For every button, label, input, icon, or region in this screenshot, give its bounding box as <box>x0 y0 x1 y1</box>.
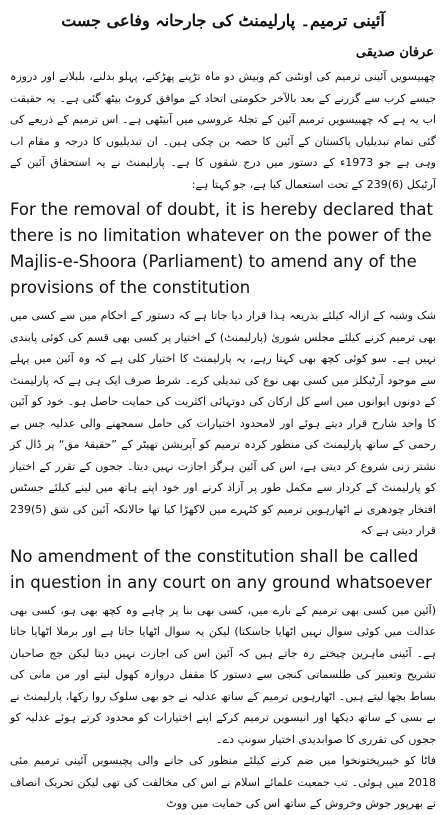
paragraph-fata: فاٹا کو خیبرپختونخوا میں ضم کرنے کیلئے منظور کی جانے والی پچیسویں آئینی ترمیم مئی 2018 میں ہوئی۔ تب جمعیت علمائے اسلام نے اس کی مخالفت کی تھی لیکن تحریک انصاف نے بھرپور جوش وخروش کے ساتھ اس کی حمایت میں ووٹ <box>10 754 436 810</box>
quote-article-239-5: No amendment of the constitution shall be called in question in any court on any ground whatsoever <box>10 546 432 592</box>
paragraph-parliament-power: شک وشبہ کے ازالہ کیلئے بذریعہ ہذا قرار دیا جاتا ہے کہ دستور کے احکام میں سے کسی میں بھی ترمیم کرنے کیلئے مجلس شوریٰ (پارلیمنٹ) کے اختیار پر کسی بھی قسم کی کوئی پابندی نہیں ہے۔ سو کوئی کچھ بھی کہتا رہے، یہ پارلیمنٹ کا اختیار کلی ہے کہ وہ آئین میں پہلے سے موجود آرٹیکلز میں کسی بھی نوع کی تبدیلی کرے۔ شرط صرف ایک ہی ہے کہ پارلیمنٹ کے دونوں ایوانوں میں اسے کل ارکان کی دوتہائی اکثریت کی حمایت حاصل ہو۔ خود کو آئین کا واحد شارح قرار دیتے ہوئے اور لامحدود اختیارات کی حامل سمجھنے والی عدلیہ جس بے رحمی کے ساتھ پارلیمنٹ کی منظور کردہ ترمیم کو آپریشن تھیٹر کے ”حقیقۂ مق“ پر ڈال کر نشتر زنی شروع کر دیتی ہے، اس کی آئین ہرگز اجازت نہیں دیتا۔ ججوں کے تقرر کے اختیار کو پارلیمنٹ کے کردار سے مکمل طور پر آزاد کرنے اور خود اپنے ہاتھ میں لینے کیلئے جسٹس افتخار چودھری نے اٹھارہویں ترمیم کو کٹہرے میں لاکھڑا کیا تھا حالانکہ آئین کی شق (5)239 قرار دیتی ہے کہ <box>10 309 436 537</box>
paragraph-judiciary: (آئین میں کسی بھی ترمیم کے بارے میں، کسی بھی بنا پر چاہے وہ کچھ بھی ہو، کسی بھی عدالت میں کوئی سوال نہیں اٹھایا جاسکتا) لیکن یہ سوال اٹھایا جاتا ہے اور برملا اٹھایا جاتا ہے۔ آئینی ماہرین چیختے رہ جاتے ہیں کہ آئین اس کی اجازت نہیں دیتا لیکن جج صاحبان تشریح وتعبیر کی طلسماتی کنجی سے دستور کا مقفل دروازہ کھول لیتے اور من مانی کی بساط بچھا لیتے ہیں۔ اٹھارہویں ترمیم کے ساتھ عدلیہ نے جو بھی سلوک روا رکھا، پارلیمنٹ نے بے بسی کے ساتھ دیکھا اور انیسویں ترمیم کرکے اپنے اختیارات کو محدود کرتے ہوئے عدلیہ کو ججوں کی تقرری کا صوابدیدی اختیار سونپ دے۔ <box>10 603 436 746</box>
quote-article-239-6: For the removal of doubt, it is hereby declared that there is no limitation whatever on the power of the Majlis-e-Shoora (Parliament) to amend any of the provisions of the constitution <box>10 200 433 297</box>
author-name: عرفان صدیقی <box>355 45 434 60</box>
article-title: آئینی ترمیم۔ پارلیمنٹ کی جارحانہ وفاعی جست <box>61 11 385 30</box>
paragraph-intro: چھبیسویں آئینی ترمیم کی اونٹنی کم وبیش دو ماہ تڑپنے پھڑکنے، پہلو بدلنے، بلبلانے اور دروزہ جیسے کرب سے گزرنے کے بعد بالآخر حکومتی اتحاد کے موافق کروٹ بیٹھ گئی ہے۔ یہ حقیقت اب یہ ہے کہ چھبیسویں ترمیم آئین کے تجلۂ عروسی میں آبیٹھی ہے۔ اس ترمیم کے ذریعے کی گئی تمام تبدیلیاں پاکستان کے آئین کا حصہ بن چکی ہیں۔ ان تبدیلیوں کا درجہ و مقام اب وہی ہے جو 1973ء کے دستور میں درج شقوں کا ہے۔ پارلیمنٹ نے یہ استحقاق آئین کے آرٹیکل (6)239 کے تحت استعمال کیا ہے، جو کہتا ہے: <box>10 70 436 191</box>
